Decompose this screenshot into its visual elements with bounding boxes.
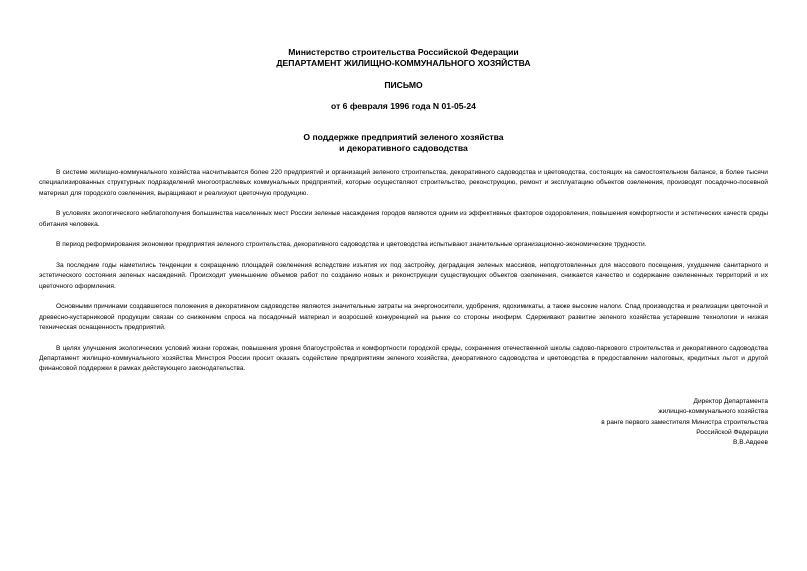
department-title: ДЕПАРТАМЕНТ ЖИЛИЩНО-КОММУНАЛЬНОГО ХОЗЯЙСТВА xyxy=(276,58,531,68)
signature-block xyxy=(601,397,768,448)
paragraph-6: В целях улучшения экологических условий жизни горожан, повышения уровня благоустройства и комфортности городской среды, сохранения отечественной школы садово-паркового строительства и декоративного садоводства Департамент жилищно-коммунального хозяйства Минстроя России просит оказать содействие предприятиям зеленого хозяйства, декоративного садоводства и цветоводства в предоставлении налоговых, кредитных льгот и другой финансовой поддержки в рамках действующего законодательства. xyxy=(39,344,768,373)
document-date-number: от 6 февраля 1996 года N 01-05-24 xyxy=(331,101,476,111)
document-body xyxy=(39,168,768,385)
document-type: ПИСЬМО xyxy=(384,80,423,90)
document-subject-line-1: О поддержке предприятий зеленого хозяйства xyxy=(303,132,504,142)
ministry-title: Министерство строительства Российской Федерации xyxy=(288,47,519,57)
signature-department: жилищно-коммунального хозяйства xyxy=(658,408,768,416)
paragraph-3: В период реформирования экономики предприятия зеленого строительства, декоративного садоводства и цветоводства испытывают значительные организационно-экономические трудности. xyxy=(56,241,647,249)
paragraph-1: В системе жилищно-коммунального хозяйства насчитывается более 220 предприятий и организаций зеленого строительства, декоративного садоводства и цветоводства, состоящих на самостоятельном балансе, в более тысячи специализированных структурных подразделений многоотраслевых коммунальных предприятий, которые осуществляют строительство, реконструкцию, ремонт и эксплуатацию объектов озеленения, производят посадочно-посевной материал для городского озеленения, выращивают и реализуют цветочную продукцию. xyxy=(39,169,768,197)
signature-position: Директор Департамента xyxy=(693,398,768,405)
signature-country: Российской Федерации xyxy=(696,428,768,436)
paragraph-5: Основными причинами создавшегося положения в декоративном садоводстве являются значительные затраты на энергоносители, удобрения, ядохимикаты, а также высокие налоги. Спад производства и реализации цветочной и древесно-кустарниковой продукции связан со снижением спроса на посадочный материал и возросшей конкуренцией на рынке со стороны инофирм. Сдерживают развитие зеленого хозяйства устаревшие технологии и низкая техническая оснащенность предприятий. xyxy=(39,303,768,331)
paragraph-4: За последние годы наметились тенденции к сокращению площадей озеленения вследствие изъятия их под застройку, деградация зеленых массивов, неподготовленных для массового посещения, ухудшение санитарного и эстетического состояния зеленых насаждений. Происходит уменьшение объемов работ по созданию новых и реконструкции существующих объектов озеленения, снижается качество и содержание озелененных территорий и их цветочного оформления. xyxy=(39,261,768,290)
document-subject-line-2: и декоративного садоводства xyxy=(339,143,468,153)
signature-rank: в ранге первого заместителя Министра строительства xyxy=(601,418,768,426)
signature-name: В.В.Авдеев xyxy=(733,439,768,447)
paragraph-2: В условиях экологического неблагополучия большинства населенных мест России зеленые насаждения городов являются одним из эффективных факторов оздоровления, повышения комфортности и эстетических качеств среды обитания человека. xyxy=(39,210,768,228)
